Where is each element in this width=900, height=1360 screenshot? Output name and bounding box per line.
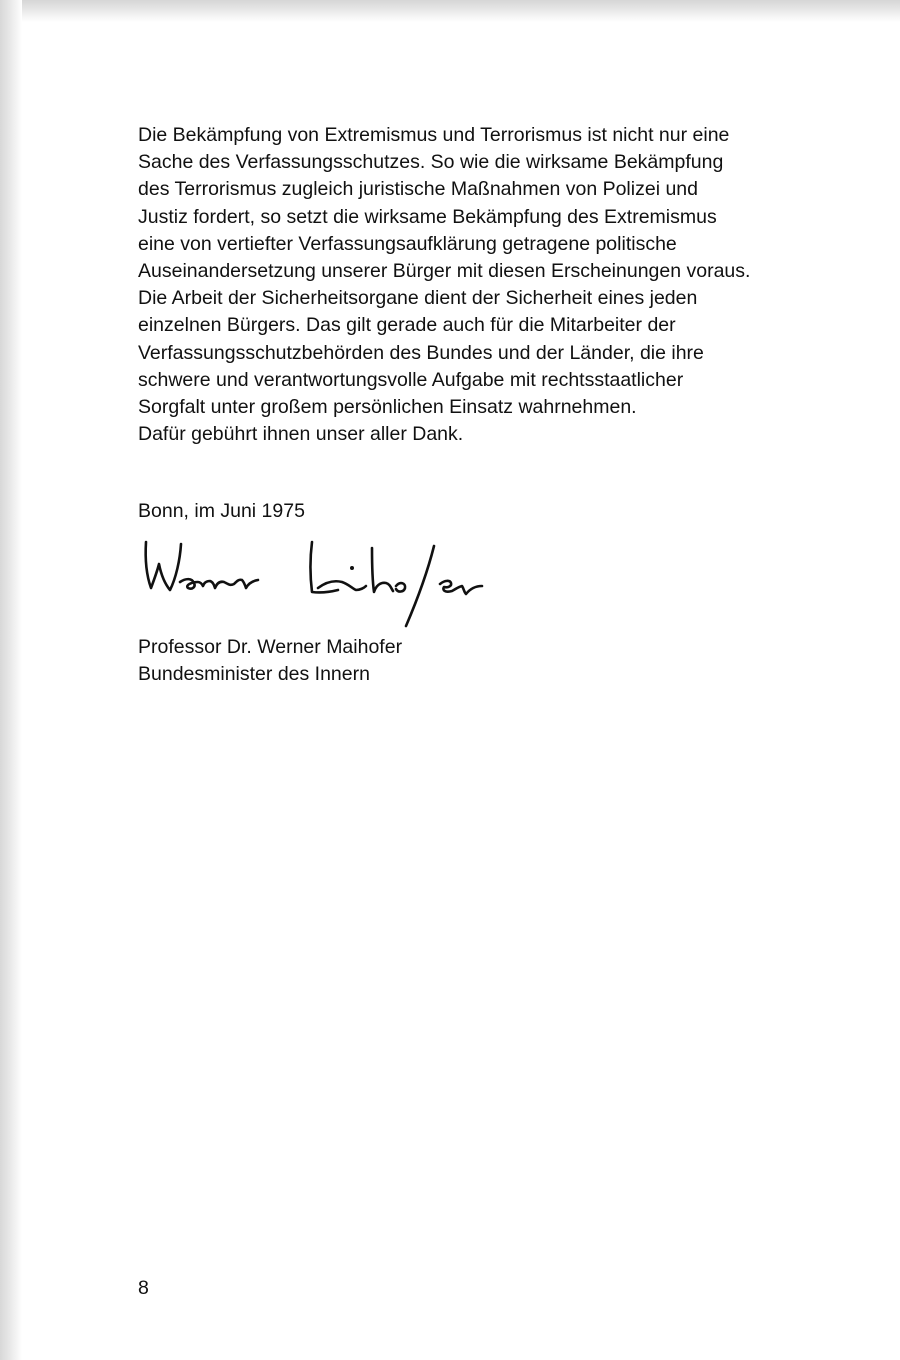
body-line: eine von vertiefter Verfassungsaufklärung getragene politische [138,232,677,255]
body-line: schwere und verantwortungsvolle Aufgabe mit rechtsstaatlicher [138,368,684,391]
body-line: einzelnen Bürgers. Das gilt gerade auch für die Mitarbeiter der [138,314,676,337]
body-paragraph [138,122,818,448]
body-line: Die Arbeit der Sicherheitsorgane dient der Sicherheit eines jeden [138,287,698,310]
signatory-title: Bundesminister des Innern [138,663,370,686]
body-line: des Terrorismus zugleich juristische Maßnahmen von Polizei und [138,178,698,201]
place-date: Bonn, im Juni 1975 [138,500,305,522]
handwritten-signature [140,536,500,632]
body-line: Verfassungsschutzbehörden des Bundes und der Länder, die ihre [138,341,704,364]
signatory-block [138,634,402,688]
body-line: Justiz fordert, so setzt die wirksame Bekämpfung des Extremismus [138,205,717,228]
body-line: Die Bekämpfung von Extremismus und Terrorismus ist nicht nur eine [138,124,730,146]
body-line: Dafür gebührt ihnen unser aller Dank. [138,423,464,446]
page-number: 8 [138,1277,149,1299]
signatory-name: Professor Dr. Werner Maihofer [138,636,403,658]
body-line: Auseinandersetzung unserer Bürger mit diesen Erscheinungen voraus. [138,260,751,283]
body-line: Sache des Verfassungsschutzes. So wie die wirksame Bekämpfung [138,151,724,174]
body-line: Sorgfalt unter großem persönlichen Einsatz wahrnehmen. [138,396,637,419]
